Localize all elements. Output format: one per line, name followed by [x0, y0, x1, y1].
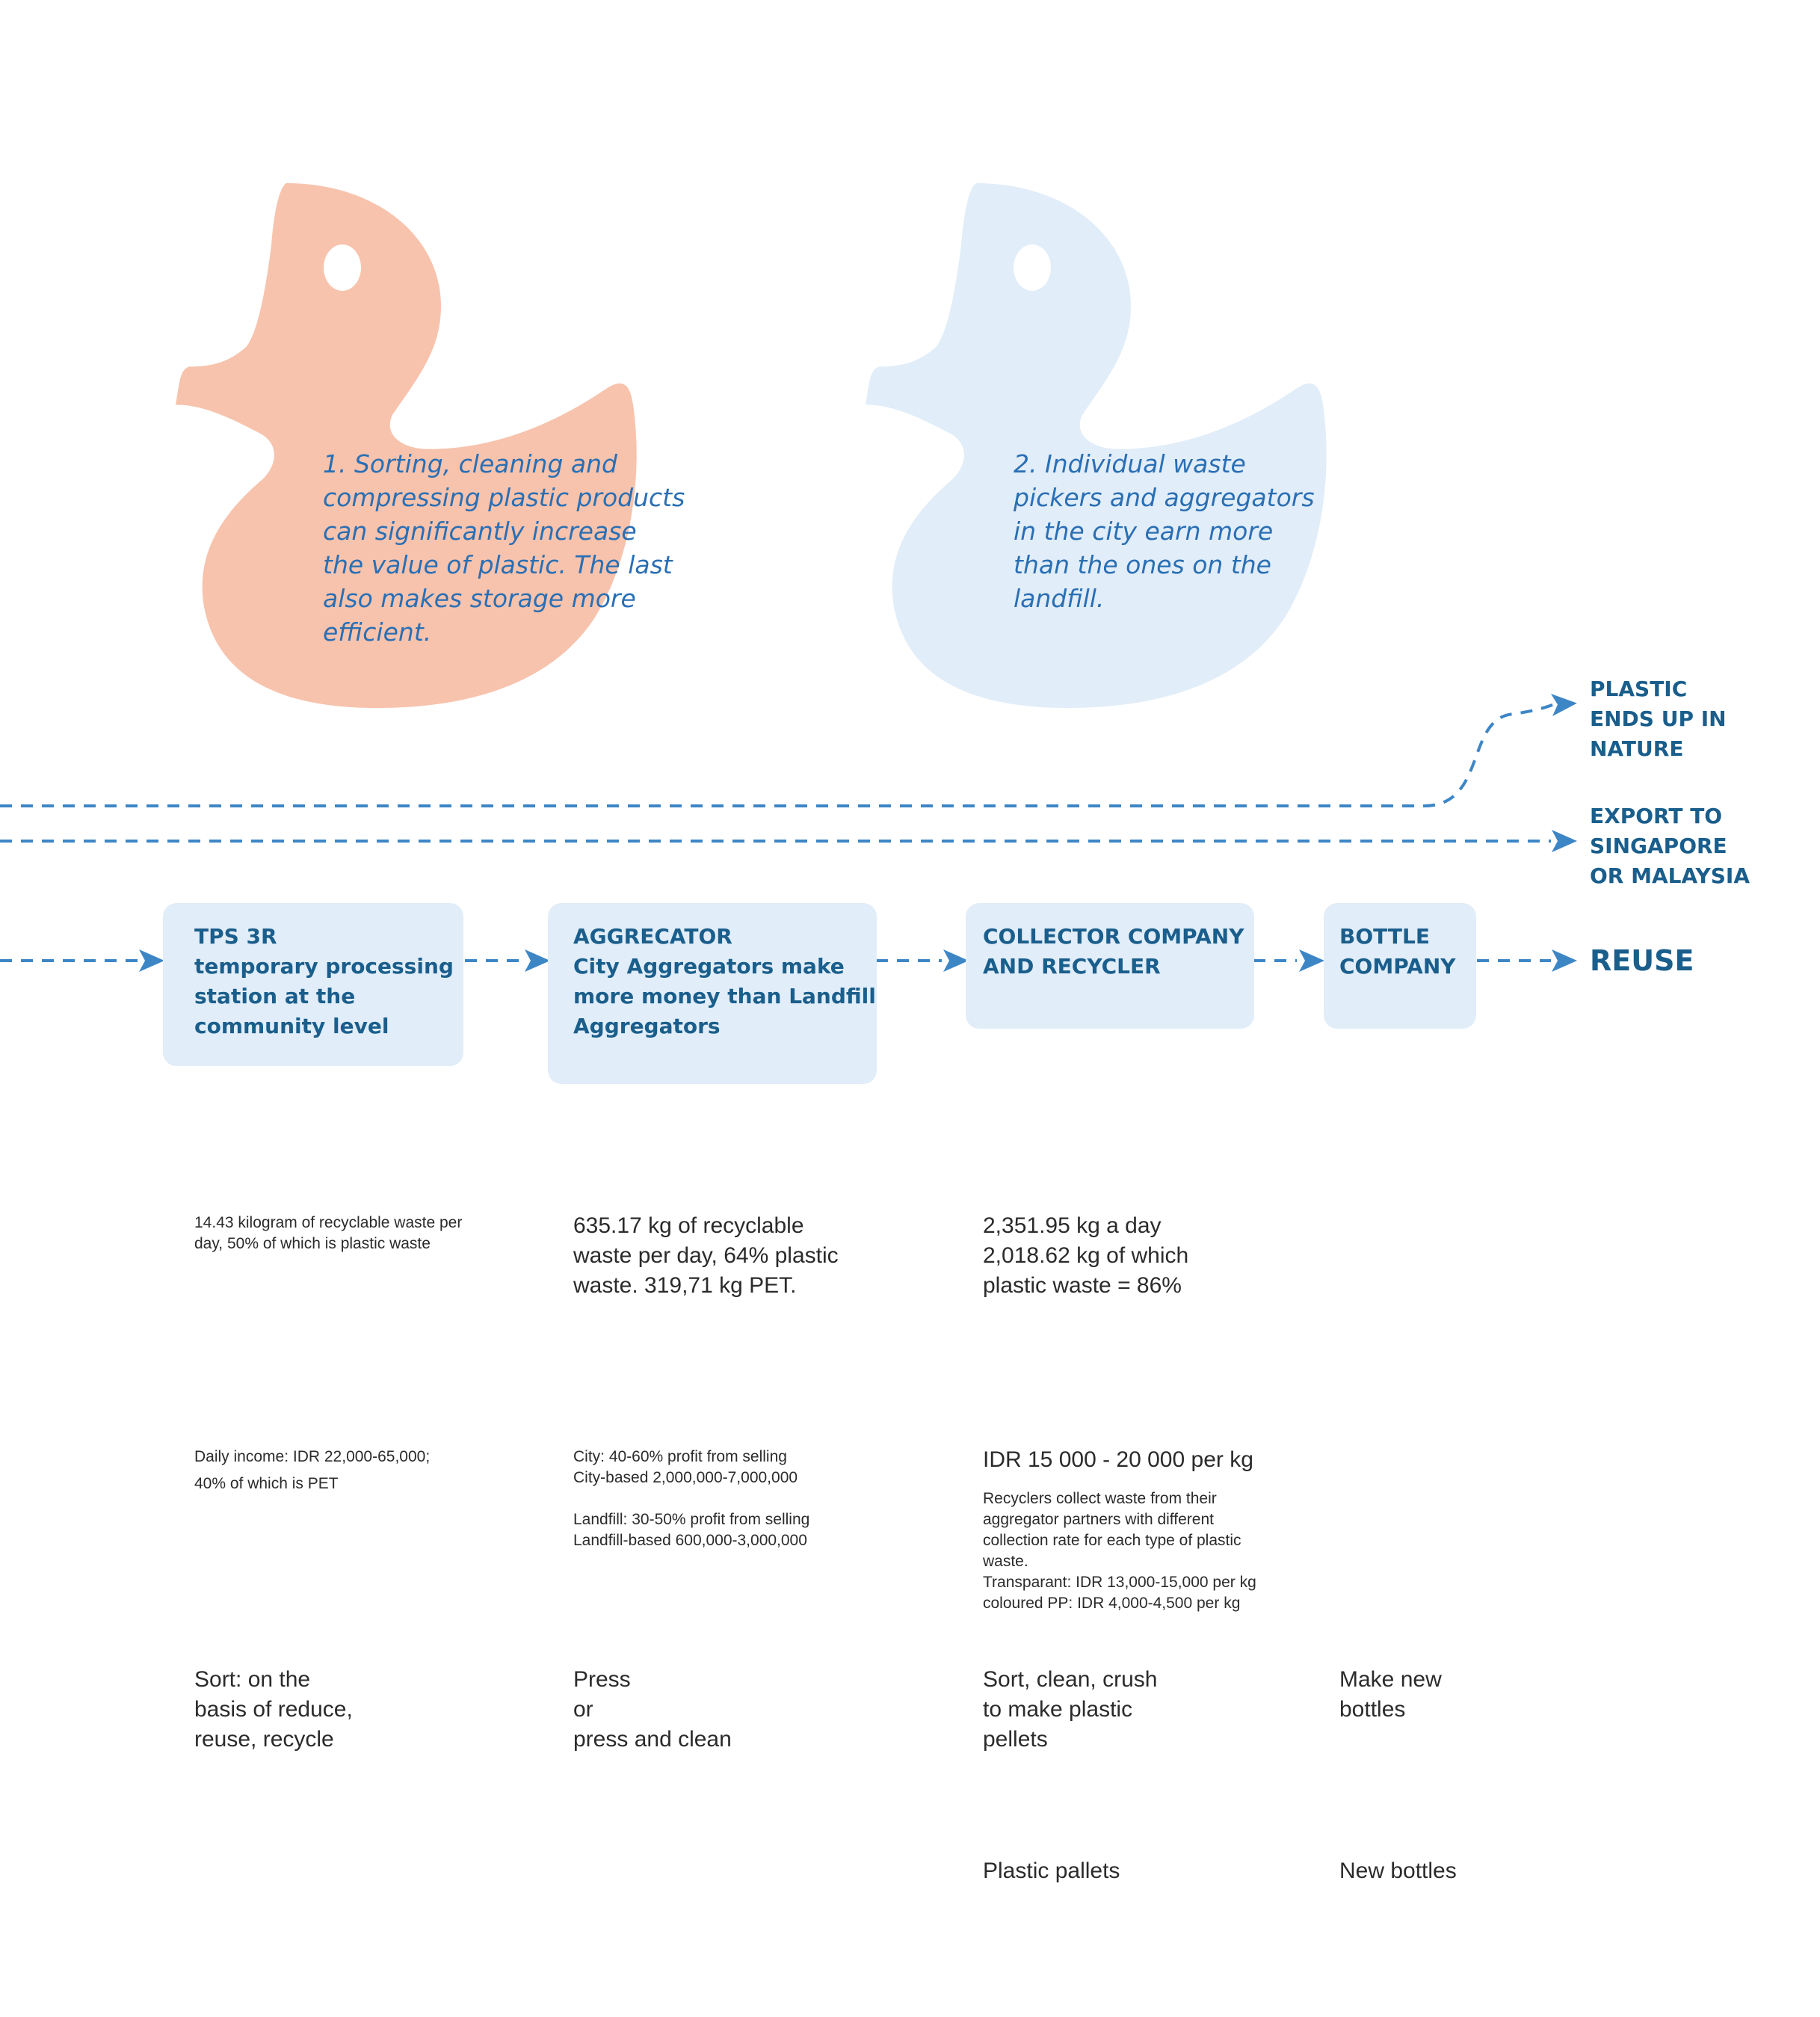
duck-1-line: efficient.	[323, 618, 432, 647]
detail-line: basis of reduce,	[194, 1697, 353, 1722]
duck-2-line: in the city earn more	[1014, 517, 1274, 546]
destination-export	[1590, 801, 1750, 891]
stage-box-tps-text	[194, 922, 454, 1041]
destination-nature-line: ENDS UP IN	[1590, 706, 1727, 731]
collector-process	[983, 1665, 1157, 1755]
destination-nature-line: PLASTIC	[1590, 677, 1688, 701]
duck-2-line: 2. Individual waste	[1014, 449, 1246, 478]
destination-export-line: OR MALAYSIA	[1590, 863, 1750, 888]
tps-volume	[194, 1213, 462, 1254]
stage-box-line: temporary processing	[194, 954, 454, 979]
aggregator-volume	[573, 1211, 839, 1301]
stage-box-line: station at the	[194, 984, 356, 1009]
detail-line: Daily income: IDR 22,000-65,000;	[194, 1448, 431, 1465]
aggregator-process	[573, 1665, 732, 1755]
nature-arrowhead	[1551, 692, 1578, 716]
detail-line: or	[573, 1697, 593, 1722]
detail-line: waste. 319,71 kg PET.	[573, 1273, 797, 1298]
collector-price: IDR 15 000 - 20 000 per kg	[983, 1447, 1253, 1472]
duck-1-line: compressing plastic products	[323, 483, 685, 512]
duck-2-eye	[1014, 244, 1051, 291]
duck-2-text	[1014, 447, 1315, 615]
detail-line: aggregator partners with different	[983, 1511, 1214, 1528]
detail-line: Make new	[1339, 1667, 1442, 1692]
detail-line: coloured PP: IDR 4,000-4,500 per kg	[983, 1595, 1241, 1612]
stage-box-line: COMPANY	[1339, 954, 1456, 979]
detail-line: reuse, recycle	[194, 1727, 334, 1752]
destination-reuse: REUSE	[1590, 944, 1694, 977]
detail-line: Landfill: 30-50% profit from selling	[573, 1511, 810, 1528]
stage-box-line: more money than Landfill	[573, 984, 876, 1009]
destination-nature-line: NATURE	[1590, 736, 1684, 761]
detail-line: City-based 2,000,000-7,000,000	[573, 1469, 798, 1486]
detail-line: waste per day, 64% plastic	[573, 1243, 839, 1268]
detail-line: day, 50% of which is plastic waste	[194, 1235, 431, 1252]
duck-2	[866, 183, 1327, 708]
stage-box-bottle-text	[1339, 922, 1456, 982]
detail-line: Sort: on the	[194, 1667, 311, 1692]
detail-line: Transparant: IDR 13,000-15,000 per kg	[983, 1574, 1256, 1591]
stage-box-line: AND RECYCLER	[983, 954, 1161, 979]
stage-box-line: City Aggregators make	[573, 954, 845, 979]
duck-2-line: landfill.	[1014, 584, 1105, 613]
tps-process	[194, 1665, 353, 1755]
tps-income	[194, 1447, 430, 1494]
detail-line: Sort, clean, crush	[983, 1667, 1158, 1692]
stage-box-line: TPS 3R	[194, 924, 277, 949]
stage-box-line: COLLECTOR COMPANY	[983, 924, 1244, 949]
duck-1-line: 1. Sorting, cleaning and	[323, 449, 617, 478]
detail-line: 2,018.62 kg of which	[983, 1243, 1189, 1268]
collector-output: Plastic pallets	[983, 1859, 1120, 1883]
detail-line: 40% of which is PET	[194, 1475, 339, 1492]
duck-1-line: also makes storage more	[323, 584, 636, 613]
collector-volume	[983, 1211, 1188, 1301]
arrowhead-collector	[943, 949, 969, 972]
detail-line: plastic waste = 86%	[983, 1273, 1182, 1298]
detail-line: 2,351.95 kg a day	[983, 1213, 1162, 1238]
detail-line: bottles	[1339, 1697, 1406, 1722]
stage-box-line: AGGRECATOR	[573, 924, 732, 949]
duck-1-line: the value of plastic. The last	[323, 550, 673, 579]
stage-box-line: BOTTLE	[1339, 924, 1430, 949]
duck-1-eye	[324, 244, 361, 291]
stage-box-collector-text	[983, 922, 1244, 982]
detail-line: collection rate for each type of plastic	[983, 1532, 1241, 1549]
destination-export-line: SINGAPORE	[1590, 834, 1727, 858]
aggregator-income	[573, 1447, 809, 1551]
detail-line: Recyclers collect waste from their	[983, 1490, 1217, 1507]
detail-line: pellets	[983, 1727, 1048, 1752]
detail-line: press and clean	[573, 1727, 732, 1752]
duck-2-line: than the ones on the	[1014, 550, 1271, 579]
bottle-process	[1339, 1665, 1442, 1725]
detail-line: Landfill-based 600,000-3,000,000	[573, 1532, 807, 1549]
duck-1-line: can significantly increase	[323, 517, 637, 546]
bottle-output: New bottles	[1339, 1859, 1457, 1883]
spacer	[573, 1488, 809, 1509]
collector-price-detail	[983, 1488, 1256, 1614]
export-arrowhead	[1552, 830, 1577, 852]
arrowhead-aggregator	[525, 949, 550, 972]
detail-line: Press	[573, 1667, 631, 1692]
stage-box-line: community level	[194, 1014, 389, 1038]
arrowhead-tps	[139, 949, 164, 972]
detail-line: 635.17 kg of recyclable	[573, 1213, 804, 1238]
stage-box-aggregator-text	[573, 922, 876, 1041]
nature-line	[0, 704, 1555, 806]
stage-box-line: Aggregators	[573, 1014, 721, 1038]
detail-line: waste.	[983, 1553, 1028, 1570]
duck-2-line: pickers and aggregators	[1014, 483, 1315, 512]
destination-nature	[1590, 674, 1727, 764]
detail-line: to make plastic	[983, 1697, 1133, 1722]
arrowhead-reuse	[1552, 949, 1577, 972]
detail-line: 14.43 kilogram of recyclable waste per	[194, 1214, 463, 1231]
destination-export-line: EXPORT TO	[1590, 804, 1723, 828]
arrowhead-bottle	[1299, 949, 1324, 972]
detail-line: City: 40-60% profit from selling	[573, 1448, 787, 1465]
duck-1-text	[323, 447, 685, 649]
